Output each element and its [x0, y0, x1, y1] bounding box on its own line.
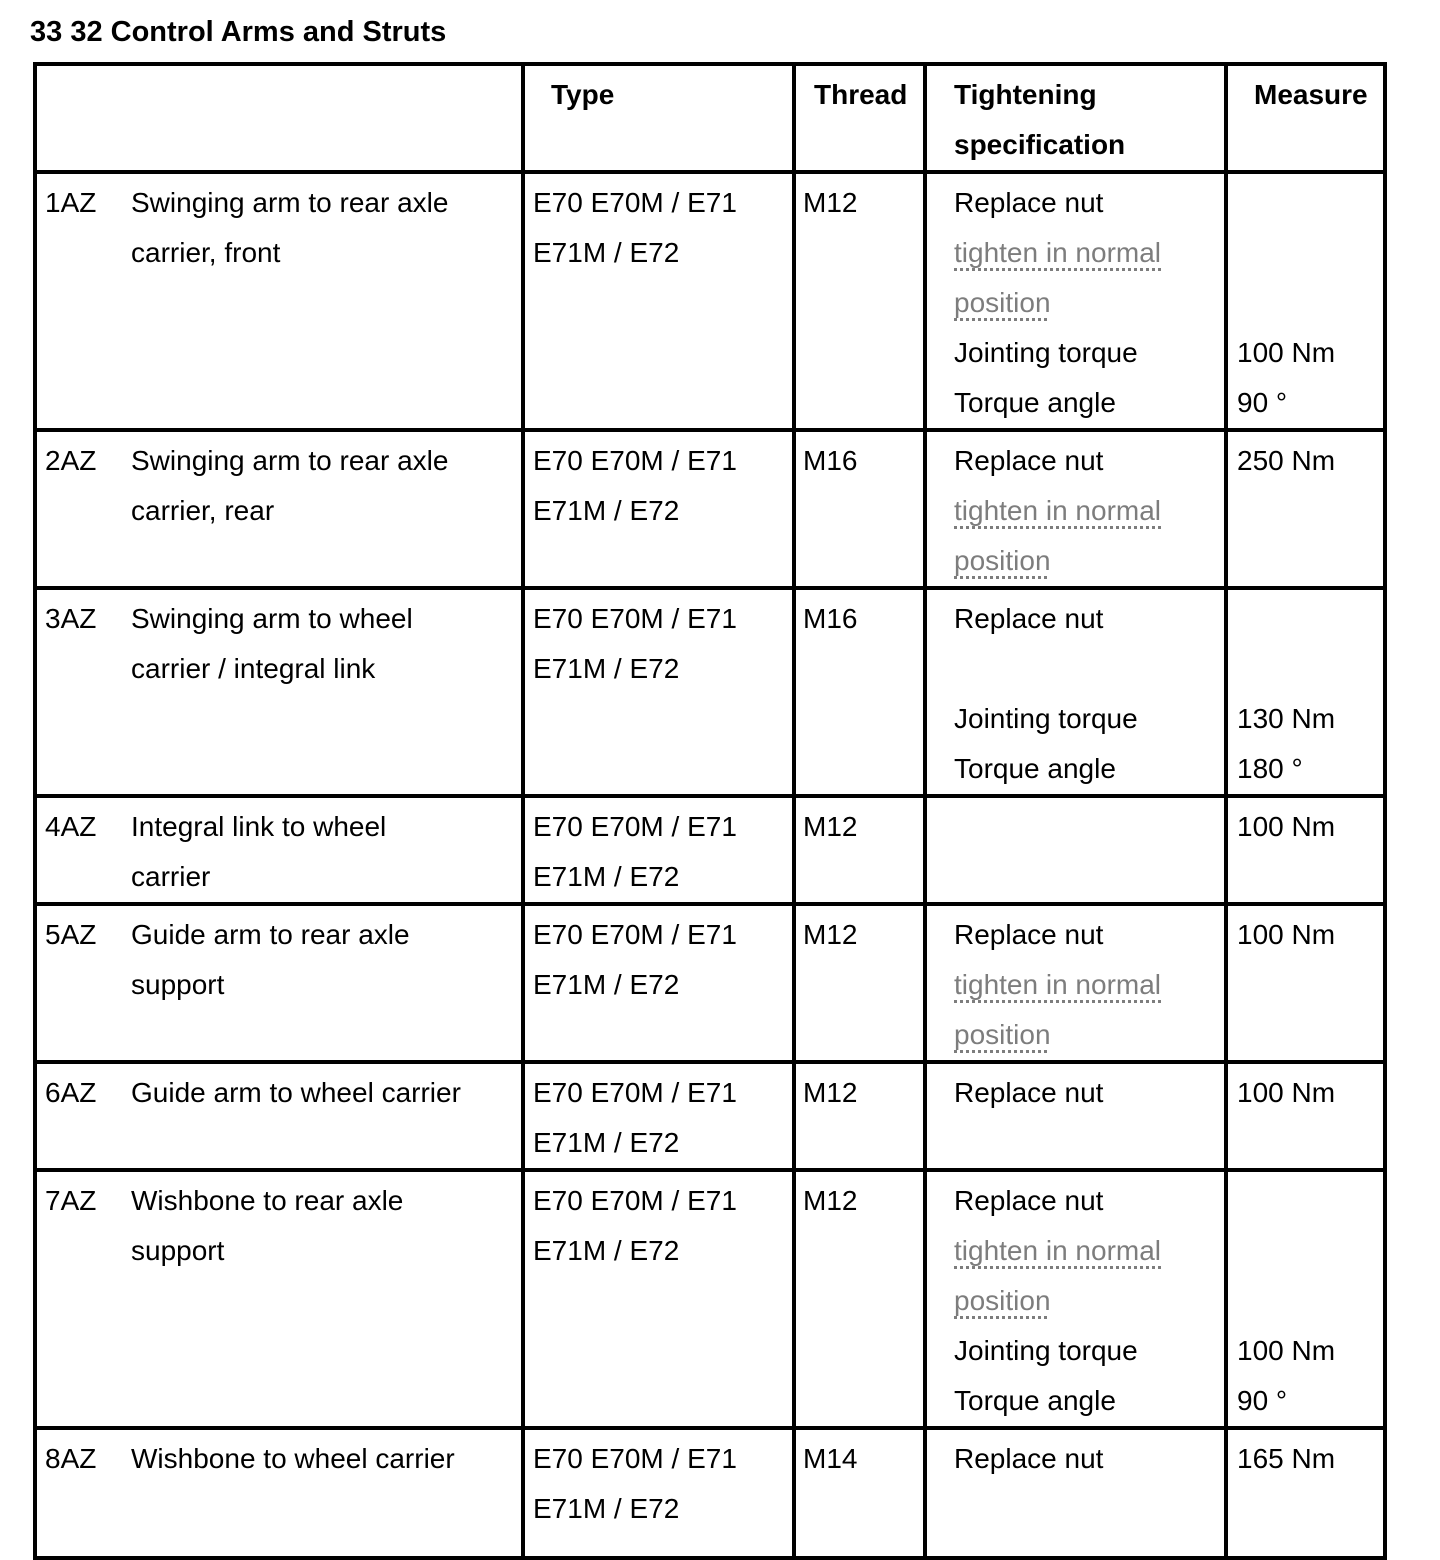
thread-cell: M12 — [794, 904, 925, 1062]
spec-link-line — [954, 486, 1218, 586]
row-label: 1AZ — [45, 187, 97, 218]
spec-text-line: Replace nut — [954, 1077, 1104, 1108]
measure-line — [1237, 1276, 1379, 1326]
type-cell: E70 E70M / E71 E71M / E72 — [523, 1170, 794, 1428]
measure-line: 100 Nm — [1237, 1077, 1336, 1108]
measure-line: 90 ° — [1237, 387, 1288, 418]
spec-text-line: Replace nut — [954, 919, 1104, 950]
measure-line: 165 Nm — [1237, 1443, 1336, 1474]
thread-cell: M12 — [794, 796, 925, 904]
measure-cell — [1226, 588, 1385, 796]
spec-text-line: Torque angle — [954, 753, 1116, 784]
table-row — [35, 904, 1385, 1062]
row-description: Guide arm to wheel carrier — [131, 1077, 461, 1108]
row-label: 4AZ — [45, 811, 97, 842]
measure-cell — [1226, 172, 1385, 430]
spec-cell — [925, 430, 1226, 588]
table-row — [35, 430, 1385, 588]
spec-link-line — [954, 960, 1218, 1060]
type-cell: E70 E70M / E71 E71M / E72 — [523, 796, 794, 904]
thread-cell: M12 — [794, 1062, 925, 1170]
type-cell: E70 E70M / E71 E71M / E72 — [523, 172, 794, 430]
measure-line: 100 Nm — [1237, 811, 1336, 842]
type-cell: E70 E70M / E71 E71M / E72 — [523, 588, 794, 796]
row-label: 7AZ — [45, 1185, 97, 1216]
spec-cell — [925, 172, 1226, 430]
item-cell — [35, 1428, 523, 1558]
table-row — [35, 1428, 1385, 1558]
tighten-in-normal-position-link[interactable]: tighten in normal position — [954, 495, 1162, 576]
spec-text-line: Replace nut — [954, 603, 1104, 634]
spec-text-line: Replace nut — [954, 187, 1104, 218]
measure-line: 100 Nm — [1237, 1335, 1336, 1366]
measure-line: 100 Nm — [1237, 337, 1336, 368]
measure-line — [1237, 1226, 1379, 1276]
measure-cell — [1226, 796, 1385, 904]
table-row — [35, 796, 1385, 904]
item-cell — [35, 430, 523, 588]
item-cell — [35, 172, 523, 430]
row-description: Wishbone to rear axle support — [131, 1185, 404, 1266]
torque-spec-table — [33, 62, 1387, 1560]
measure-cell — [1226, 904, 1385, 1062]
spec-cell — [925, 796, 1226, 904]
tighten-in-normal-position-link[interactable]: tighten in normal position — [954, 1235, 1162, 1316]
header-thread: Thread — [794, 64, 925, 172]
thread-cell: M14 — [794, 1428, 925, 1558]
spec-text-line: Torque angle — [954, 387, 1116, 418]
row-label: 5AZ — [45, 919, 97, 950]
type-cell: E70 E70M / E71 E71M / E72 — [523, 430, 794, 588]
spec-text-line: Replace nut — [954, 1443, 1104, 1474]
thread-cell: M12 — [794, 172, 925, 430]
item-cell — [35, 1170, 523, 1428]
measure-line — [1237, 594, 1379, 644]
row-description: Wishbone to wheel carrier — [131, 1443, 455, 1474]
type-cell: E70 E70M / E71 E71M / E72 — [523, 1062, 794, 1170]
measure-line — [1237, 278, 1379, 328]
row-label: 8AZ — [45, 1443, 97, 1474]
spec-link-line — [954, 1226, 1218, 1326]
item-cell — [35, 1062, 523, 1170]
table-header-row — [35, 64, 1385, 172]
spec-text-line: Jointing torque — [954, 703, 1138, 734]
row-description: Guide arm to rear axle support — [131, 919, 410, 1000]
measure-cell — [1226, 1170, 1385, 1428]
spec-text-line: Torque angle — [954, 1385, 1116, 1416]
row-description: Swinging arm to wheel carrier / integral link — [131, 603, 413, 684]
spec-text-line — [954, 644, 1218, 694]
spec-cell — [925, 904, 1226, 1062]
measure-line: 90 ° — [1237, 1385, 1288, 1416]
spec-text-line: Replace nut — [954, 1185, 1104, 1216]
spec-link-line — [954, 228, 1218, 328]
measure-line: 130 Nm — [1237, 703, 1336, 734]
measure-line — [1237, 228, 1379, 278]
row-description: Swinging arm to rear axle carrier, front — [131, 187, 449, 268]
measure-line — [1237, 178, 1379, 228]
measure-line — [1237, 644, 1379, 694]
type-cell: E70 E70M / E71 E71M / E72 — [523, 904, 794, 1062]
row-label: 3AZ — [45, 603, 97, 634]
type-cell: E70 E70M / E71 E71M / E72 — [523, 1428, 794, 1558]
item-cell — [35, 904, 523, 1062]
spec-text-line: Replace nut — [954, 445, 1104, 476]
thread-cell: M12 — [794, 1170, 925, 1428]
spec-text-line: Jointing torque — [954, 337, 1138, 368]
item-cell — [35, 588, 523, 796]
spec-cell — [925, 1062, 1226, 1170]
measure-line: 100 Nm — [1237, 919, 1336, 950]
header-type: Type — [523, 64, 794, 172]
row-description: Swinging arm to rear axle carrier, rear — [131, 445, 449, 526]
row-label: 2AZ — [45, 445, 97, 476]
page-title: 33 32 Control Arms and Struts — [30, 16, 447, 48]
tighten-in-normal-position-link[interactable]: tighten in normal position — [954, 969, 1162, 1050]
table-row — [35, 172, 1385, 430]
tighten-in-normal-position-link[interactable]: tighten in normal position — [954, 237, 1162, 318]
measure-cell — [1226, 1428, 1385, 1558]
header-measure: Measure — [1226, 64, 1385, 172]
row-description: Integral link to wheel carrier — [131, 811, 387, 892]
measure-line: 180 ° — [1237, 753, 1303, 784]
measure-line — [1237, 1176, 1379, 1226]
measure-line: 250 Nm — [1237, 445, 1336, 476]
header-tightening-specification: Tightening specification — [925, 64, 1226, 172]
item-cell — [35, 796, 523, 904]
table-row — [35, 1062, 1385, 1170]
spec-cell — [925, 1170, 1226, 1428]
spec-text-line: Jointing torque — [954, 1335, 1138, 1366]
thread-cell: M16 — [794, 588, 925, 796]
measure-cell — [1226, 430, 1385, 588]
measure-cell — [1226, 1062, 1385, 1170]
table-body — [35, 172, 1385, 1558]
spec-cell — [925, 588, 1226, 796]
header-item — [35, 64, 523, 172]
row-label: 6AZ — [45, 1077, 97, 1108]
table-row — [35, 588, 1385, 796]
thread-cell: M16 — [794, 430, 925, 588]
spec-cell — [925, 1428, 1226, 1558]
table-row — [35, 1170, 1385, 1428]
